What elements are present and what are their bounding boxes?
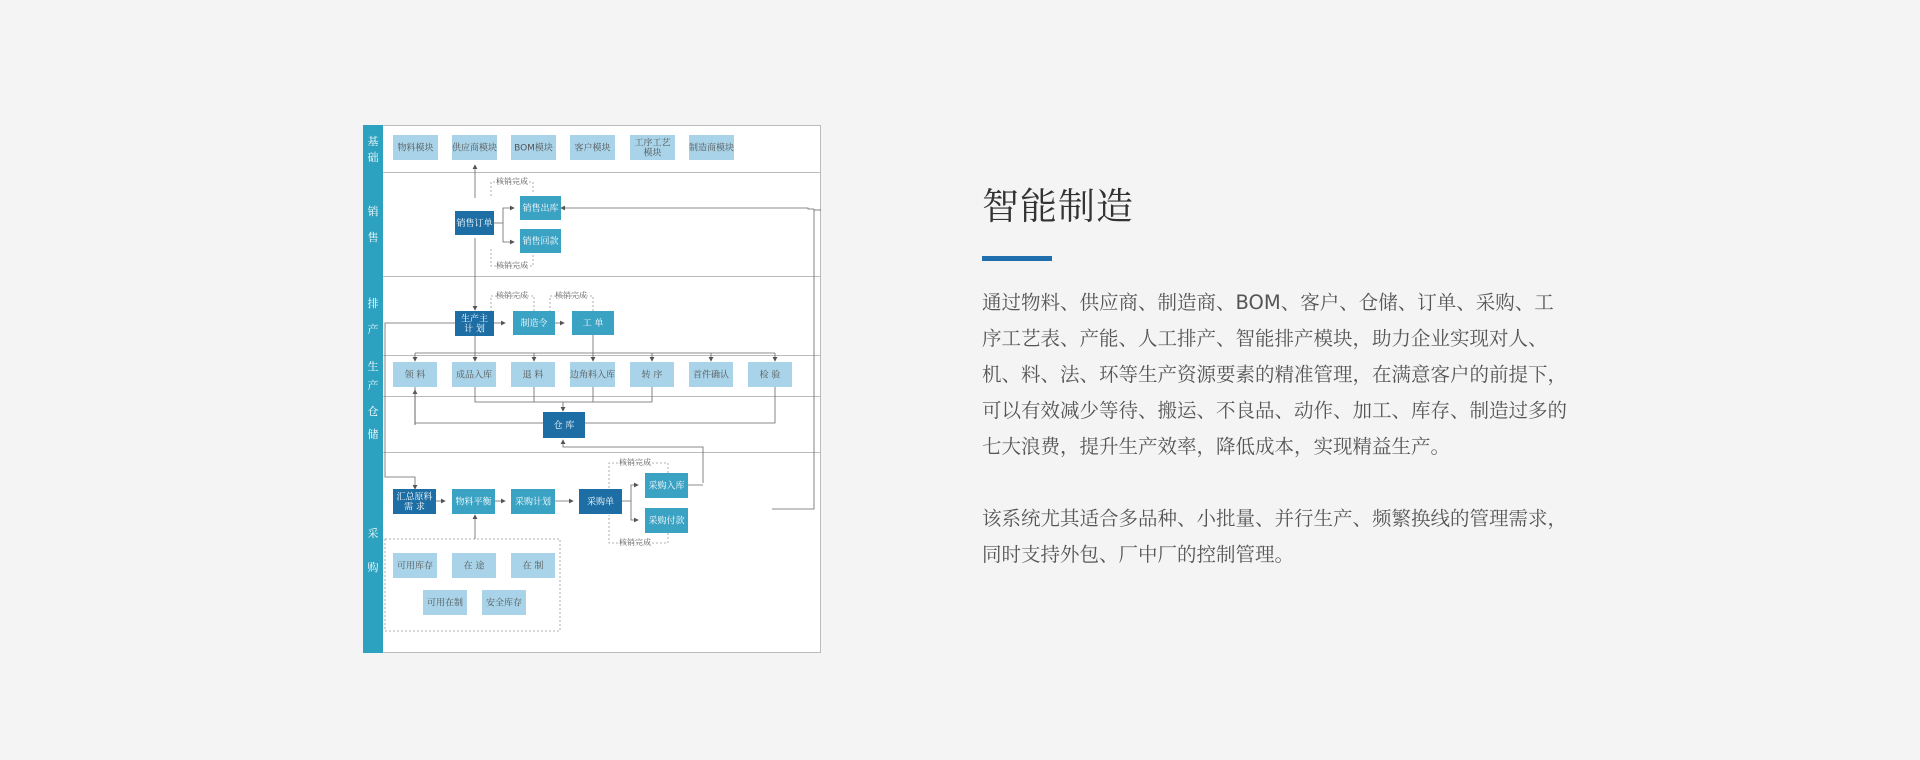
production-step-box-label: 退 料 — [522, 370, 544, 381]
purchase-order-box — [579, 489, 622, 514]
purchase-payment-box-label: 采购付款 — [648, 516, 685, 527]
stock-box-label: 在 途 — [463, 561, 485, 572]
module-box — [630, 135, 675, 160]
production-step-box-label: 检 验 — [759, 370, 781, 381]
stock-box-label: 安全库存 — [485, 598, 523, 609]
module-box-label: 制造商模块 — [688, 143, 735, 154]
production-step-box-label: 成品入库 — [455, 370, 493, 381]
description-paragraph: 该系统尤其适合多品种、小批量、并行生产、频繁换线的管理需求，同时支持外包、厂中厂的控制管理。 — [982, 506, 1568, 566]
production-step-box-label: 边角料入库 — [569, 370, 616, 381]
module-box-label: 工序工艺模块 — [634, 138, 671, 159]
lane-label-warehouse: 仓储 — [367, 405, 379, 441]
module-box-label: 客户模块 — [574, 143, 611, 154]
note-label: 核销完成 — [555, 291, 587, 300]
title-accent-bar — [982, 256, 1052, 261]
material-demand-box — [393, 489, 436, 514]
warehouse-box-label: 仓 库 — [553, 421, 575, 431]
lane-label-purchase: 采购 — [367, 527, 379, 574]
production-step-box — [511, 362, 555, 387]
purchase-payment-box — [645, 508, 688, 533]
warehouse-box — [543, 412, 585, 438]
work-order-box-label: 工 单 — [582, 319, 604, 329]
module-box-label: 供应商模块 — [451, 143, 498, 154]
sales-order-box-label: 销售订单 — [456, 219, 493, 229]
sales-payment-box-label: 销售回款 — [522, 237, 559, 247]
purchase-plan-box — [511, 489, 555, 514]
sales-payment-box — [520, 229, 561, 253]
note-label: 核销完成 — [496, 291, 528, 300]
work-order-box — [572, 311, 614, 335]
module-box — [452, 135, 497, 160]
module-box-label: BOM模块 — [514, 143, 553, 154]
stock-box-label: 可用在制 — [426, 598, 464, 609]
module-box — [570, 135, 615, 160]
module-box — [511, 135, 556, 160]
production-step-box — [570, 362, 615, 387]
note-label: 核销完成 — [496, 261, 528, 270]
material-balance-box-label: 物料平衡 — [455, 497, 492, 508]
purchase-order-box-label: 采购单 — [586, 497, 615, 508]
module-box — [393, 135, 438, 160]
lane-label-basic: 基础 — [367, 135, 379, 164]
production-step-box-label: 首件确认 — [692, 370, 730, 381]
stock-box — [482, 590, 526, 615]
lane-label-production: 生产 — [367, 360, 379, 392]
module-box-label: 物料模块 — [397, 143, 434, 154]
lane-label-schedule: 排产 — [367, 297, 379, 336]
note-label: 核销完成 — [619, 458, 651, 467]
production-step-box — [393, 362, 437, 387]
sales-order-box — [455, 211, 494, 235]
production-step-box-label: 领 料 — [404, 370, 426, 381]
production-step-box — [689, 362, 733, 387]
make-order-box-label: 制造令 — [520, 319, 548, 329]
make-order-box — [513, 311, 555, 335]
section-title: 智能制造 — [982, 185, 1134, 228]
production-step-box — [452, 362, 496, 387]
sales-outbound-box-label: 销售出库 — [522, 204, 559, 214]
purchase-plan-box-label: 采购计划 — [514, 497, 552, 508]
note-label: 核销完成 — [619, 538, 651, 547]
production-step-box — [748, 362, 792, 387]
purchase-inbound-box-label: 采购入库 — [648, 481, 685, 492]
process-diagram — [363, 125, 821, 653]
production-step-box-label: 转 序 — [641, 370, 663, 381]
stock-box-label: 可用库存 — [396, 561, 434, 572]
stock-box — [393, 553, 437, 578]
production-plan-box-label: 生产主计 划 — [460, 314, 489, 335]
lane-label-sales: 销售 — [367, 205, 379, 244]
stock-box-label: 在 制 — [522, 561, 544, 572]
material-balance-box — [452, 489, 495, 514]
sales-outbound-box — [520, 196, 561, 220]
stock-box — [423, 590, 467, 615]
stock-box — [511, 553, 555, 578]
purchase-inbound-box — [645, 473, 688, 498]
description-paragraph: 通过物料、供应商、制造商、BOM、客户、仓储、订单、采购、工序工艺表、产能、人工排产、智能排产模块，助力企业实现对人、机、料、法、环等生产资源要素的精准管理，在满意客户的前提下，可以有效减少等待、搬运、不良品、动作、加工、库存、制造过多的七大浪费，提升生产效率，降低成本，实现精益生产。 — [982, 290, 1568, 458]
module-box — [689, 135, 734, 160]
info-panel — [982, 186, 1582, 573]
stock-box — [452, 553, 496, 578]
note-label: 核销完成 — [496, 177, 528, 186]
production-step-box — [630, 362, 674, 387]
material-demand-box-label: 汇总原料需 求 — [396, 492, 433, 513]
production-plan-box — [455, 311, 494, 336]
